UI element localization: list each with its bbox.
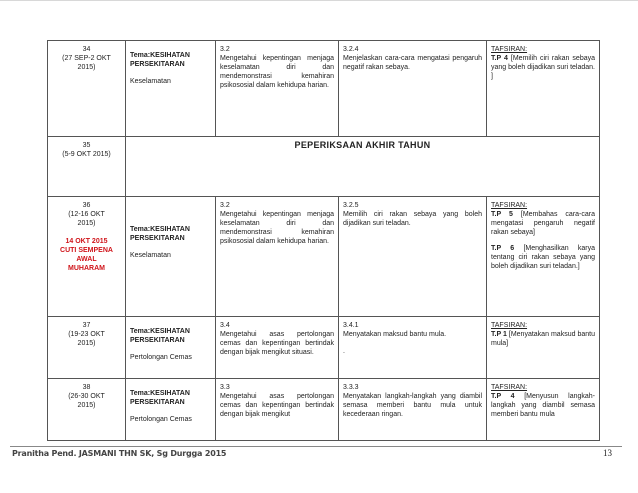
sp-code: 3.3.3	[343, 384, 359, 391]
tahap-penguasaan: T.P 6	[491, 245, 515, 252]
sk-code: 3.2	[220, 202, 230, 209]
week-cell	[48, 317, 126, 379]
standard-kandungan-cell	[216, 197, 339, 317]
holiday-note: 14 OKT 2015	[65, 238, 108, 245]
spacer	[52, 228, 121, 237]
tafsiran-text: [Menyatakan maksud bantu mula]	[491, 331, 595, 347]
week-dates: 2015)	[77, 340, 96, 347]
footer-rule	[10, 446, 622, 447]
sk-code: 3.3	[220, 384, 230, 391]
lesson-plan-table	[47, 40, 600, 441]
sp-text: Menjelaskan cara-cara mengatasi pengaruh negatif rakan sebaya.	[343, 55, 482, 71]
page-number: 13	[603, 448, 612, 458]
sp-extra: .	[343, 348, 345, 355]
week-dates: (5-9 OKT 2015)	[62, 151, 111, 158]
week-dates: (12-16 OKT	[68, 211, 105, 218]
week-cell	[48, 197, 126, 317]
tema-cell	[126, 379, 216, 441]
tafsiran-heading: TAFSIRAN:	[491, 384, 528, 391]
table-row	[48, 379, 600, 441]
week-number: 34	[82, 46, 91, 53]
sk-code: 3.2	[220, 46, 230, 53]
tema-title: Tema:KESIHATAN	[130, 52, 190, 59]
sk-code: 3.4	[220, 322, 230, 329]
sp-code: 3.2.5	[343, 202, 359, 209]
tafsiran-entry	[491, 392, 595, 419]
tafsiran-text: [Menyusun langkah-langkah yang diambil semasa memberi bantu mula	[491, 393, 595, 418]
week-number: 37	[82, 322, 91, 329]
tafsiran-cell	[487, 197, 600, 317]
tafsiran-text: [Membahas cara-cara mengatasi pengaruh negatif rakan sebaya]	[491, 211, 595, 236]
week-cell	[48, 137, 126, 197]
tafsiran-heading: TAFSIRAN:	[491, 202, 528, 209]
week-cell	[48, 41, 126, 137]
tafsiran-heading: TAFSIRAN:	[491, 322, 528, 329]
table-row	[48, 41, 600, 137]
tema-subtopic: Keselamatan	[130, 252, 171, 259]
tema-title: PERSEKITARAN	[130, 337, 185, 344]
standard-kandungan-cell	[216, 379, 339, 441]
sp-text: Menyatakan langkah-langkah yang diambil semasa memberi bantu mula untuk kecederaan ringan.	[343, 393, 482, 418]
standard-pembelajaran-cell	[339, 317, 487, 379]
holiday-note: MUHARAM	[68, 265, 105, 272]
tafsiran-entry	[491, 330, 595, 348]
tema-subtopic: Keselamatan	[130, 78, 171, 85]
tema-title: Tema:KESIHATAN	[130, 226, 190, 233]
standard-pembelajaran-cell	[339, 197, 487, 317]
exam-row	[48, 137, 600, 197]
tafsiran-entry	[491, 244, 595, 271]
sk-text: Mengetahui kepentingan menjaga keselamatan diri dan mendemonstrasi kemahiran psikososial dalam kehidupa harian.	[220, 55, 334, 89]
table-row	[48, 317, 600, 379]
week-dates: 2015)	[77, 64, 96, 71]
sp-code: 3.2.4	[343, 46, 359, 53]
standard-pembelajaran-cell	[339, 379, 487, 441]
tahap-penguasaan: T.P 4	[491, 55, 508, 62]
tafsiran-text: [Menghasilkan karya tentang ciri rakan sebaya yang boleh dijadikan suri teladan.]	[491, 245, 596, 270]
tafsiran-cell	[487, 317, 600, 379]
week-number: 35	[82, 142, 91, 149]
tema-title: PERSEKITARAN	[130, 399, 185, 406]
tafsiran-cell	[487, 379, 600, 441]
week-dates: (26-30 OKT	[68, 393, 105, 400]
week-number: 38	[82, 384, 91, 391]
standard-pembelajaran-cell	[339, 41, 487, 137]
sk-text: Mengetahui kepentingan menjaga keselamatan diri dan mendemonstrasi kemahiran psikososial dalam kehidupa harian.	[220, 211, 334, 245]
sp-text: Menyatakan maksud bantu mula.	[343, 331, 447, 338]
sp-code: 3.4.1	[343, 322, 359, 329]
week-dates: (27 SEP-2 OKT	[62, 55, 111, 62]
tafsiran-entry	[491, 210, 595, 237]
tema-cell	[126, 197, 216, 317]
tema-title: PERSEKITARAN	[130, 235, 185, 242]
tema-cell	[126, 317, 216, 379]
tahap-penguasaan: T.P 4	[491, 393, 515, 400]
week-cell	[48, 379, 126, 441]
standard-kandungan-cell	[216, 317, 339, 379]
tafsiran-text: [Memilih ciri rakan sebaya yang boleh dijadikan suri teladan. ]	[491, 55, 596, 80]
holiday-note: AWAL	[76, 256, 97, 263]
week-number: 36	[82, 202, 91, 209]
tafsiran-cell	[487, 41, 600, 137]
spacer	[130, 201, 211, 225]
sk-text: Mengetahui asas pertolongan cemas dan kepentingan bertindak dengan bijak mengikut	[220, 393, 334, 418]
tahap-penguasaan: T.P 5	[491, 211, 513, 218]
tema-title: PERSEKITARAN	[130, 61, 185, 68]
sp-text: Memilih ciri rakan sebaya yang boleh dijadikan suri teladan.	[343, 211, 482, 227]
lesson-plan-body	[48, 41, 600, 441]
sk-text: Mengetahui asas pertolongan cemas dan kepentingan bertindak dengan bijak mengikut situasi.	[220, 331, 334, 356]
tahap-penguasaan: T.P 1	[491, 331, 507, 338]
standard-kandungan-cell	[216, 41, 339, 137]
tema-title: Tema:KESIHATAN	[130, 390, 190, 397]
week-dates: 2015)	[77, 220, 96, 227]
tema-subtopic: Pertolongan Cemas	[130, 416, 192, 423]
tema-cell	[126, 41, 216, 137]
table-row	[48, 197, 600, 317]
footer-credit: Pranitha Pend. JASMANI THN SK, Sg Durgga 2015	[12, 449, 227, 458]
page-top-edge	[0, 0, 638, 1]
holiday-note: CUTI SEMPENA	[60, 247, 113, 254]
tafsiran-entry	[491, 54, 595, 81]
exam-title: PEPERIKSAAN AKHIR TAHUN	[126, 137, 600, 197]
tafsiran-heading: TAFSIRAN:	[491, 46, 528, 53]
tema-subtopic: Pertolongan Cemas	[130, 354, 192, 361]
tema-title: Tema:KESIHATAN	[130, 328, 190, 335]
week-dates: (19-23 OKT	[68, 331, 105, 338]
week-dates: 2015)	[77, 402, 96, 409]
